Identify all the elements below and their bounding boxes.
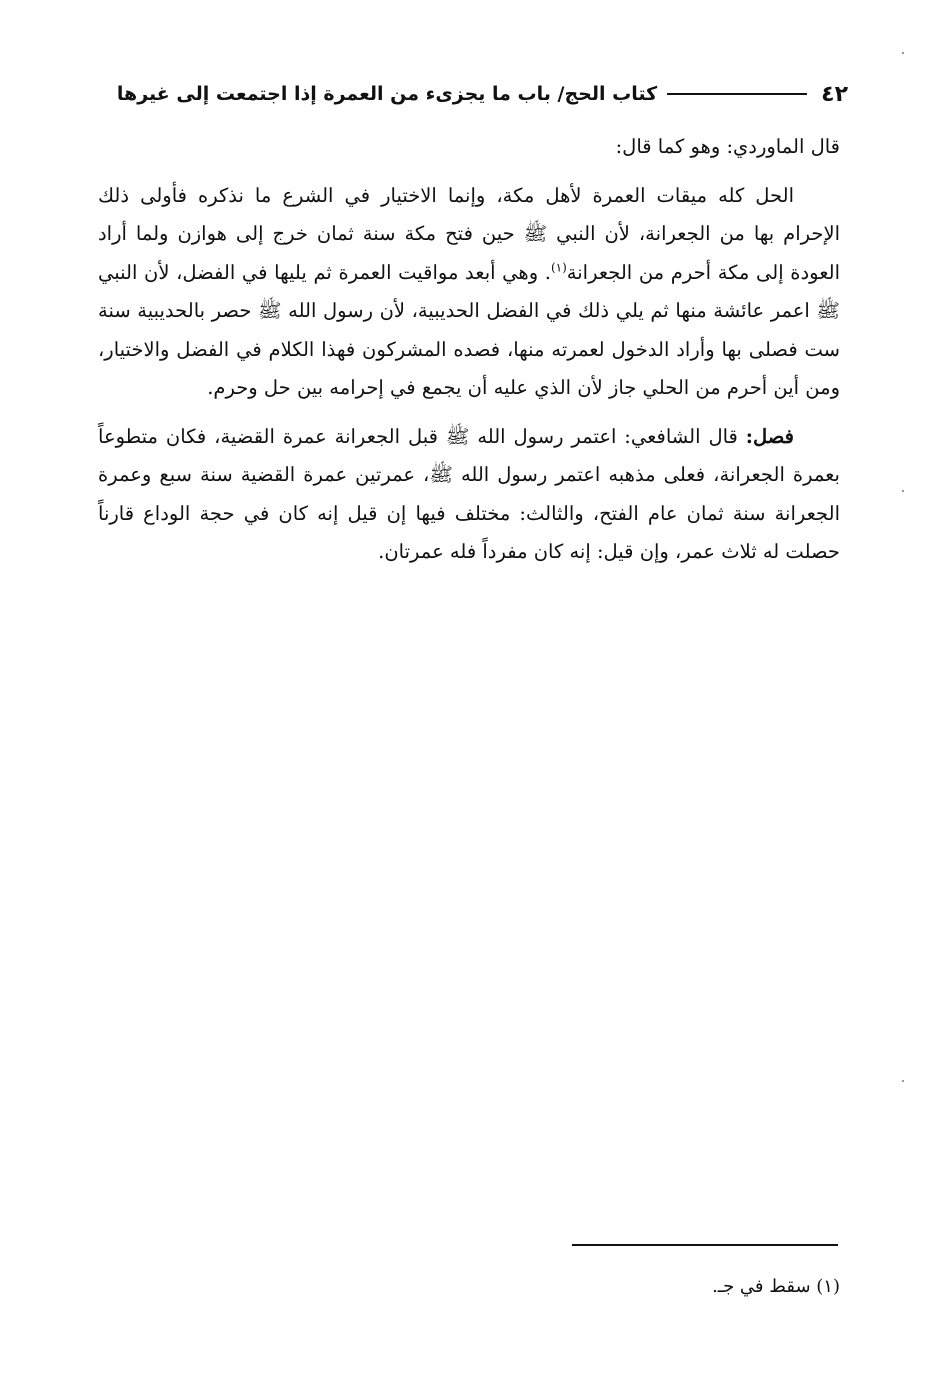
footnote-rule: [572, 1244, 838, 1246]
paragraph-2: [98, 418, 840, 572]
page-number: ٤٢: [821, 81, 848, 107]
footnote-marker: (١): [816, 1276, 840, 1297]
footnote-reference[interactable]: (١): [550, 260, 567, 274]
paragraph-1: [98, 177, 840, 408]
paragraph-2-text: قال الشافعي: اعتمر رسول الله ﷺ قبل الجعرانة عمرة القضية، فكان متطوعاً بعمرة الجعرانة، فعلى مذهبه اعتمر رسول الله ﷺ، عمرتين عمرة القضية سنة سبع وعمرة الجعرانة سنة ثمان عام الفتح، والثالث: مختلف فيها إن قيل إنه كان في حجة الوداع قارناً حصلت له ثلاث عمر، وإن قيل: إنه كان مفرداً فله عمرتان.: [98, 424, 840, 563]
section-label: فصل:: [745, 424, 794, 448]
intro-line: [98, 128, 840, 167]
intro-text: قال الماوردي: وهو كما قال:: [615, 135, 840, 158]
running-header: [96, 74, 848, 114]
footnotes: [500, 1272, 840, 1302]
footnote-item: [500, 1272, 840, 1302]
scan-speck: [902, 490, 904, 492]
paragraph-1-text: الحل كله ميقات العمرة لأهل مكة، وإنما الاختيار في الشرع ما نذكره فأولى ذلك الإحرام بها من الجعرانة، لأن النبي ﷺ حين فتح مكة سنة ثمان خرج إلى هوازن ولما أراد العودة إلى مكة أحرم من الجعرانة: [98, 183, 840, 284]
scan-speck: [902, 52, 904, 54]
paragraph-1-rest: . وهي أبعد مواقيت العمرة ثم يليها في الفضل، لأن النبي ﷺ اعمر عائشة منها ثم يلي ذلك في الفضل الحديبية، لأن رسول الله ﷺ حصر بالحديبية سنة ست فصلى بها وأراد الدخول لعمرته منها، فصده المشركون فهذا الكلام في الفضل والاختيار، ومن أين أحرم من الحلي جاز لأن الذي عليه أن يجمع في إحرامه بين حل وحرم.: [98, 260, 840, 399]
main-text: [98, 128, 840, 572]
running-title: كتاب الحج/ باب ما يجزىء من العمرة إذا اجتمعت إلى غيرها: [116, 83, 658, 105]
header-rule: [667, 93, 807, 95]
footnote-text: سقط في جـ.: [712, 1276, 811, 1297]
scan-speck: [902, 1080, 904, 1082]
